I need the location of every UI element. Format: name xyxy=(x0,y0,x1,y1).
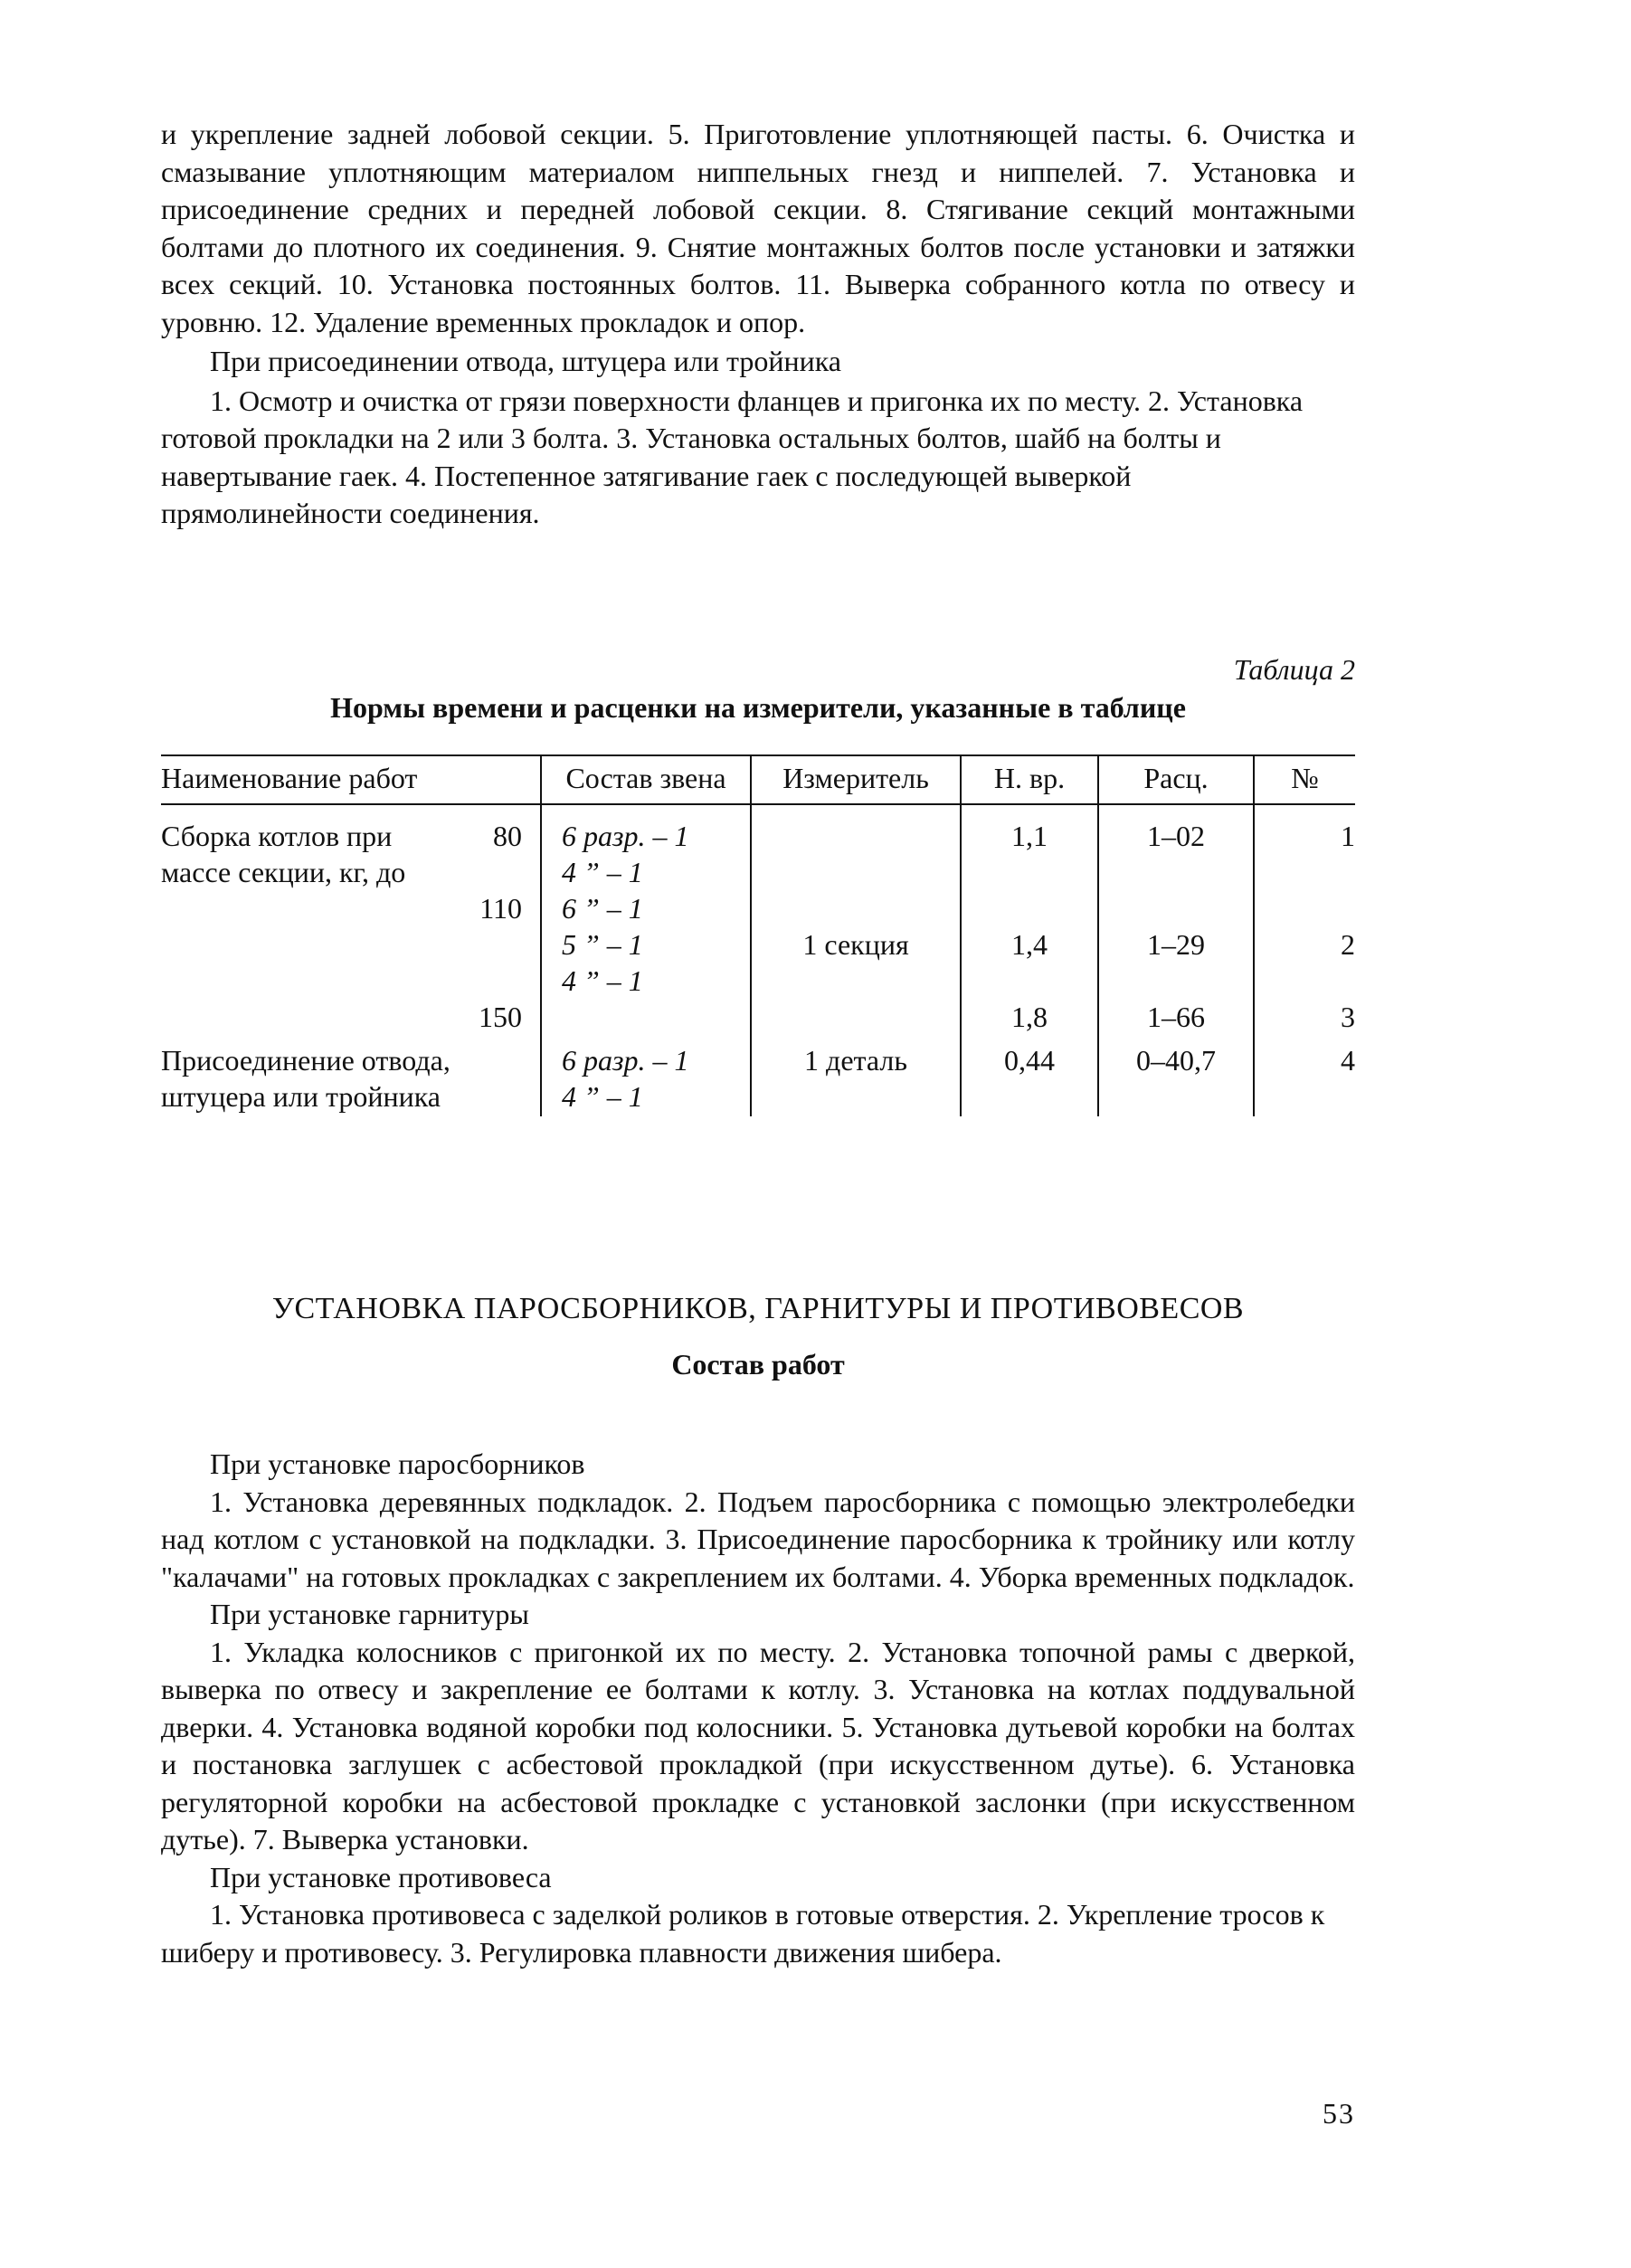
text-column xyxy=(161,0,1355,2268)
name-line: массе секции, кг, до xyxy=(161,856,406,888)
header-rate: Расц. xyxy=(1098,755,1254,804)
table-header-row xyxy=(161,755,1355,804)
header-number: № xyxy=(1254,755,1355,804)
weight-line: 150 xyxy=(479,1001,522,1033)
cell-number: 1 2 3 xyxy=(1254,804,1355,1037)
table-label: Таблица 2 xyxy=(1233,653,1355,686)
norms-table xyxy=(161,754,1355,1116)
header-unit: Измеритель xyxy=(751,755,961,804)
weight-line: 110 xyxy=(479,892,522,925)
cell-crew: 6 разр. – 1 4 ” – 1 xyxy=(541,1037,751,1116)
cell-rate: 1–02 1–29 1–66 xyxy=(1098,804,1254,1037)
section-body xyxy=(161,1446,1355,1971)
lead-fittings: При установке гарнитуры xyxy=(210,1598,529,1630)
header-crew: Состав звена xyxy=(541,755,751,804)
intro-paragraph: и укрепление задней лобовой секции. 5. Приготовление уплотняющей пасты. 6. Очистка и смазывание уплотняющим материалом ниппельных гнезд и ниппелей. 7. Установка и присоединение средних и передней лобовой секции. 8. Стягивание секций монтажными болтами до плотного их соединения. 9. Снятие монтажных болтов после установки и затяжки всех секций. 10. Установка постоянных болтов. 11. Выверка собранного котла по отвесу и уровню. 12. Удаление временных прокладок и опор. xyxy=(161,118,1355,338)
table-row xyxy=(161,804,1355,1037)
cell-unit: 1 секция xyxy=(751,804,961,1037)
cell-work-name: Присоединение отвода, штуцера или тройника xyxy=(161,1044,450,1113)
header-work-name: Наименование работ xyxy=(161,755,541,804)
intro-lead-connection: При присоединении отвода, штуцера или тройника xyxy=(210,345,841,377)
header-time-norm: Н. вр. xyxy=(961,755,1098,804)
counterweight-paragraph: 1. Установка противовеса с заделкой роликов в готовые отверстия. 2. Укрепление тросов к шиберу и противовесу. 3. Регулировка плавности движения шибера. xyxy=(161,1898,1325,1969)
page-number: 53 xyxy=(1323,2097,1355,2130)
name-line: Сборка котлов при 80 xyxy=(161,820,522,852)
lead-counterweight: При установке противовеса xyxy=(210,1860,552,1893)
cell-rate: 0–40,7 xyxy=(1098,1037,1254,1116)
intro-connection-paragraph: 1. Осмотр и очистка от грязи поверхности фланцев и пригонка их по месту. 2. Установка готовой прокладки на 2 или 3 болта. 3. Установка остальных болтов, шайб на болты и навертывание гаек. 4. Постепенное затягивание гаек с последующей выверкой прямолинейности соединения. xyxy=(161,384,1304,529)
intro-block xyxy=(161,116,1355,533)
section-title: УСТАНОВКА ПАРОСБОРНИКОВ, ГАРНИТУРЫ И ПРОТИВОВЕСОВ xyxy=(271,1292,1245,1325)
table-row xyxy=(161,1037,1355,1116)
cell-number: 4 xyxy=(1254,1037,1355,1116)
steam-collectors-paragraph: 1. Установка деревянных подкладок. 2. Подъем паросборника с помощью электролебедки над котлом с установкой на подкладки. 3. Присоединение паросборника к тройнику или котлу "калачами" на готовых прокладках с закреплением их болтами. 4. Уборка временных подкладок. xyxy=(161,1485,1355,1593)
table-title: Нормы времени и расценки на измерители, указанные в таблице xyxy=(330,691,1186,724)
cell-time-norm: 1,1 1,4 1,8 xyxy=(961,804,1098,1037)
section-subtitle: Состав работ xyxy=(671,1348,845,1381)
cell-work-name xyxy=(161,804,541,1037)
fittings-paragraph: 1. Укладка колосников с пригонкой их по месту. 2. Установка топочной рамы с дверкой, выверка по отвесу и закрепление ее болтами к котлу. 3. Установка на котлах поддувальной дверки. 4. Установка водяной коробки под колосники. 5. Установка дутьевой коробки на болтах и постановка заглушек с асбестовой прокладкой (при искусственном дутье). 6. Установка регуляторной коробки на асбестовой прокладке с установкой заслонки (при искусственном дутье). 7. Выверка установки. xyxy=(161,1635,1355,1855)
cell-unit: 1 деталь xyxy=(751,1037,961,1116)
lead-steam-collectors: При установке паросборников xyxy=(210,1447,585,1480)
cell-time-norm: 0,44 xyxy=(961,1037,1098,1116)
cell-crew: 6 разр. – 1 4 ” – 1 6 ” – 1 5 ” – 1 4 ” – 1 xyxy=(541,804,751,1037)
